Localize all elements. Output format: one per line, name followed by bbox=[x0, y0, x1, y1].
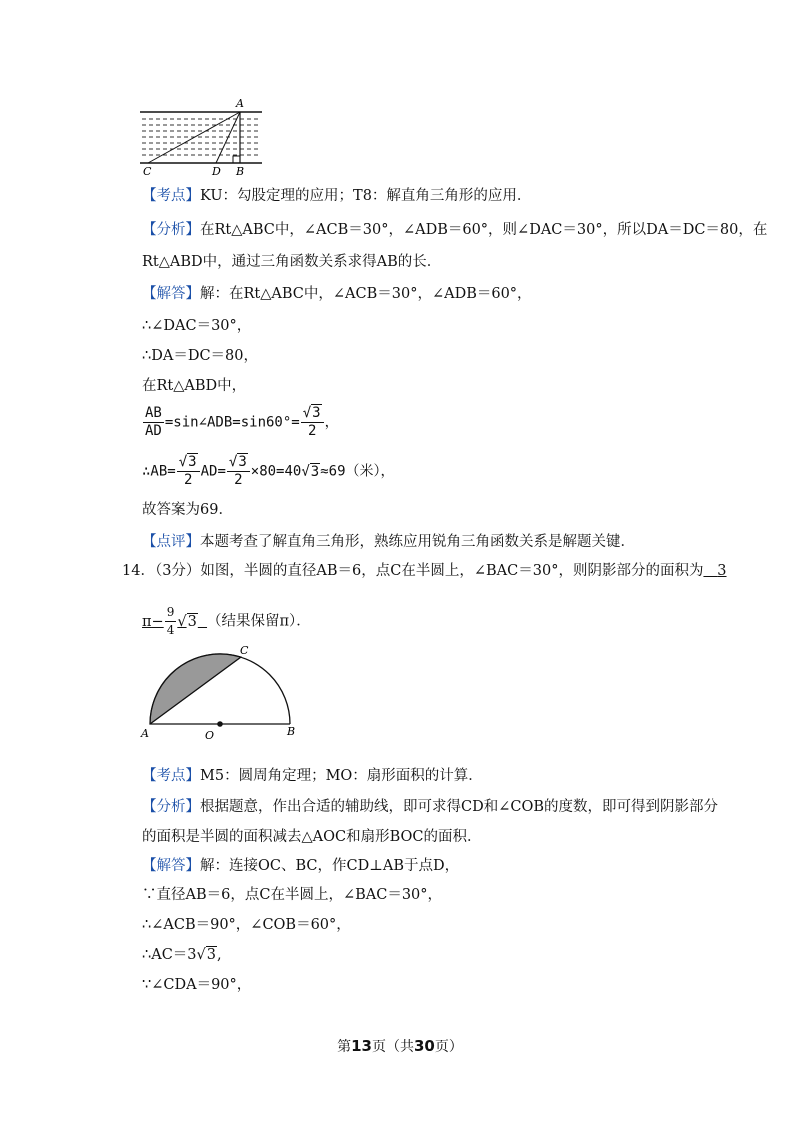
equation-1 bbox=[142, 405, 339, 440]
eq1-den: AD bbox=[145, 423, 162, 439]
jieda2-text: 解：连接OC、BC，作CD⊥AB于点D， bbox=[200, 858, 460, 874]
dianping-text: 本题考查了解直角三角形，熟练应用锐角三角函数关系是解题关键． bbox=[200, 534, 635, 550]
jieda-line bbox=[142, 284, 532, 304]
q14-answer-pi: π bbox=[142, 613, 152, 630]
solution2-line-1: ∵直径AB＝6，点C在半圆上，∠BAC＝30°， bbox=[142, 887, 443, 903]
fenxi-text-2: Rt△ABD中，通过三角函数关系求得AB的长． bbox=[142, 254, 442, 270]
solution2-line-2: ∴∠ACB＝90°，∠COB＝60°， bbox=[142, 917, 351, 933]
page-footer bbox=[0, 1036, 800, 1056]
q14-number: 14． bbox=[122, 563, 155, 579]
jieda-text: 解：在Rt△ABC中，∠ACB＝30°，∠ADB＝60°， bbox=[200, 286, 532, 302]
eq2-n2: 3 bbox=[238, 454, 247, 470]
eq1-rden: 2 bbox=[307, 423, 317, 439]
eq2-n1: 3 bbox=[188, 454, 197, 470]
eq2-end1: ×80=40 bbox=[250, 463, 302, 480]
question-14 bbox=[122, 561, 727, 581]
fenxi2-text-1: 根据题意，作出合适的辅助线，即可求得CD和∠COB的度数，即可得到阴影部分 bbox=[200, 799, 719, 815]
eq2-end2: ≈69（米）， bbox=[320, 463, 395, 480]
solution2-line-3-text: ∴AC＝3 bbox=[142, 947, 197, 963]
kaodian-line bbox=[142, 186, 531, 206]
q14-answer-part1: 3 bbox=[717, 563, 727, 579]
jieda-tag: 【解答】 bbox=[142, 286, 200, 302]
solution2-line-4: ∵∠CDA＝90°， bbox=[142, 977, 252, 993]
kaodian-tag: 【考点】 bbox=[142, 188, 200, 204]
footer-post: 页） bbox=[434, 1039, 463, 1055]
equation-2: ∴AB= $\frac{√3}{2}$ AD= $\frac{√3}{2}$ ×80=40√3≈69（米）， bbox=[142, 454, 395, 488]
eq2-r3: 3 bbox=[310, 463, 320, 480]
solution2-line-3: ∴AC＝3√3, bbox=[142, 947, 222, 963]
fig2-label-o: O bbox=[205, 729, 215, 742]
eq2-start: ∴AB= bbox=[142, 463, 176, 480]
solution-line-rt: 在Rt△ABD中， bbox=[142, 378, 247, 394]
eq2-d1: 2 bbox=[183, 472, 193, 488]
fig1-label-a: A bbox=[236, 97, 244, 110]
fenxi2-line-2: 的面积是半圆的面积减去△AOC和扇形BOC的面积． bbox=[142, 829, 482, 845]
fig1-label-c: C bbox=[143, 165, 152, 178]
kaodian2-line bbox=[142, 766, 483, 786]
kaodian2-tag: 【考点】 bbox=[142, 768, 200, 784]
eq1-rnum: 3 bbox=[312, 405, 321, 421]
fig1-label-b: B bbox=[236, 165, 245, 178]
eq1-end: ， bbox=[324, 414, 339, 431]
eq1-fraction bbox=[143, 405, 164, 440]
footer-pre: 第 bbox=[337, 1039, 352, 1055]
footer-page: 13 bbox=[351, 1037, 372, 1055]
q14-note: （结果保留π）． bbox=[207, 613, 311, 630]
q14-answer-rest: π− $\frac{9}{4}$ √3 bbox=[142, 605, 197, 637]
fenxi-line-2 bbox=[142, 252, 441, 272]
dianping-line bbox=[142, 532, 635, 552]
dianping-tag: 【点评】 bbox=[142, 534, 200, 550]
footer-total: 30 bbox=[414, 1037, 435, 1055]
fenxi2-tag: 【分析】 bbox=[142, 799, 200, 815]
solution2-line-3-rad: 3 bbox=[206, 947, 217, 963]
semicircle-figure bbox=[135, 640, 305, 745]
fenxi2-line-1 bbox=[142, 797, 718, 817]
fenxi-line-1 bbox=[142, 220, 767, 240]
solution-line-da: ∴DA＝DC＝80， bbox=[142, 348, 258, 364]
q14-answer-num: 9 bbox=[165, 604, 177, 622]
footer-mid: 页（共 bbox=[372, 1039, 414, 1055]
jieda2-tag: 【解答】 bbox=[142, 858, 200, 874]
eq1-sqrt-fraction: $\frac{√3}{2}$ bbox=[301, 405, 324, 440]
q14-answer-rad: 3 bbox=[187, 613, 197, 630]
fenxi-tag: 【分析】 bbox=[142, 222, 200, 238]
q14-answer-line bbox=[142, 604, 311, 639]
eq2-frac-2: $\frac{√3}{2}$ bbox=[227, 454, 250, 489]
fig2-label-c: C bbox=[240, 644, 249, 657]
fig2-label-a: A bbox=[141, 727, 149, 740]
eq1-num: AB bbox=[145, 405, 162, 421]
q14-text: （3分）如图，半圆的直径AB＝6，点C在半圆上，∠BAC＝30°，则阴影部分的面积为 bbox=[154, 563, 704, 579]
fig2-label-b: B bbox=[287, 725, 296, 738]
fenxi-text-1: 在Rt△ABC中，∠ACB＝30°，∠ADB＝60°，则∠DAC＝30°，所以DA＝DC＝80，在 bbox=[200, 222, 768, 238]
q14-answer-frac bbox=[165, 604, 177, 639]
eq2-frac-1: $\frac{√3}{2}$ bbox=[177, 454, 200, 489]
eq2-d2: 2 bbox=[234, 472, 243, 488]
kaodian2-text: M5：圆周角定理；MO：扇形面积的计算． bbox=[200, 768, 483, 784]
answer-13: 故答案为69． bbox=[142, 502, 233, 518]
fig1-label-d: D bbox=[212, 165, 221, 178]
q14-answer-den: 4 bbox=[166, 623, 175, 637]
eq2-mid: AD= bbox=[200, 463, 226, 480]
jieda2-line bbox=[142, 856, 459, 876]
q14-answer-blank bbox=[703, 563, 726, 579]
kaodian-text: KU：勾股定理的应用；T8：解直角三角形的应用． bbox=[200, 188, 532, 204]
river-figure bbox=[140, 97, 265, 179]
solution-line-dac: ∴∠DAC＝30°， bbox=[142, 318, 252, 334]
eq1-mid: =sin∠ADB=sin60°= bbox=[164, 414, 300, 431]
